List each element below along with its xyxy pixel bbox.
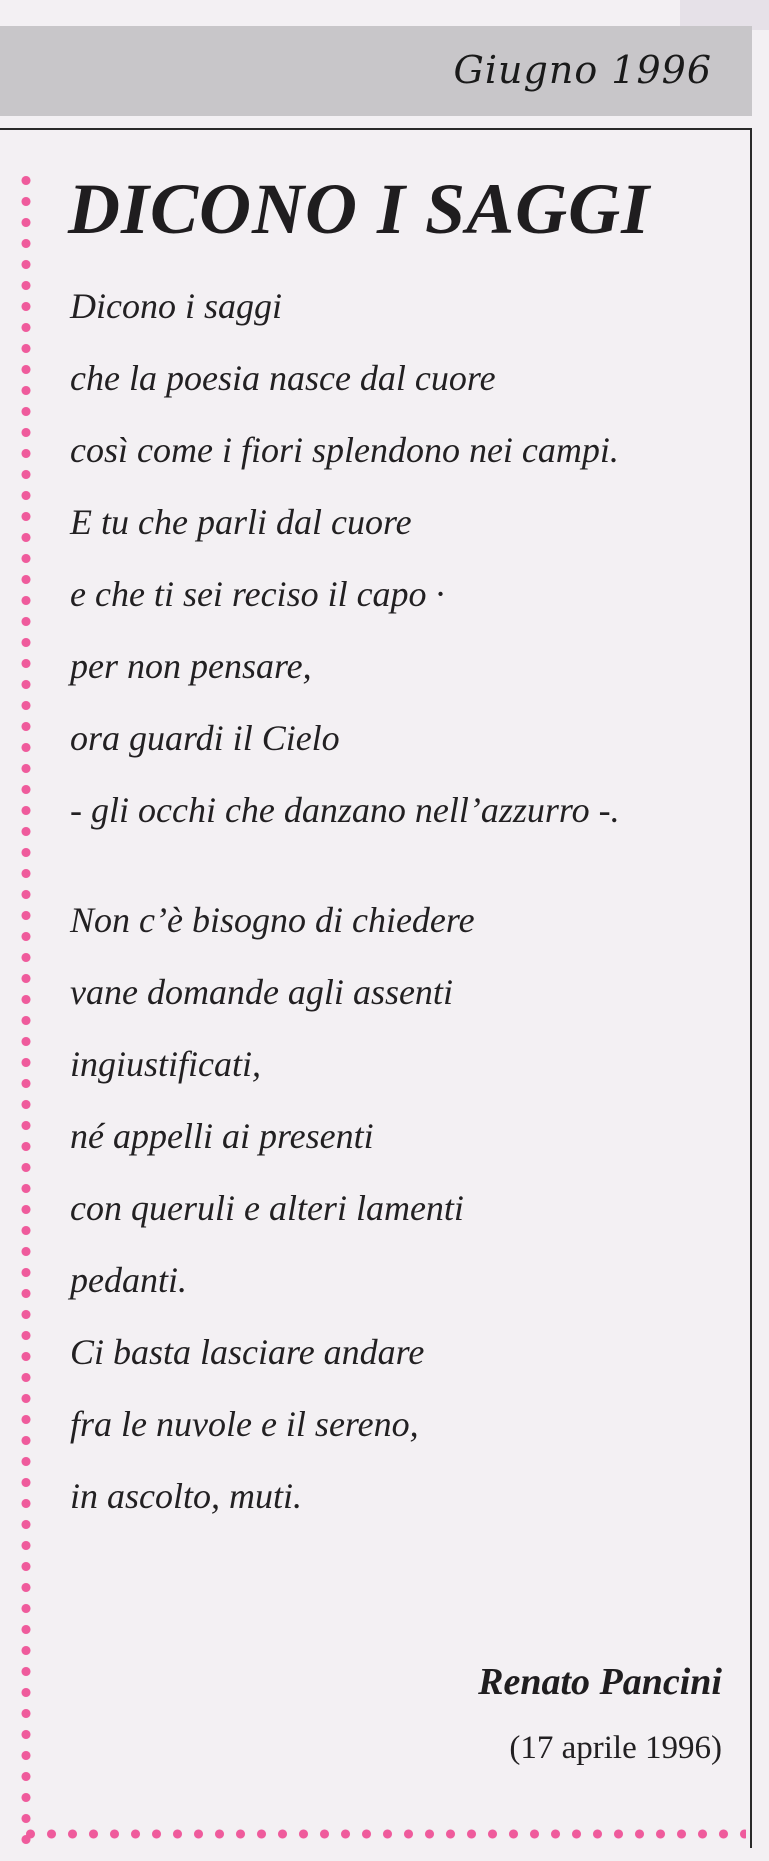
poem-line: né appelli ai presenti	[70, 1116, 374, 1156]
poem-author: Renato Pancini	[478, 1661, 722, 1703]
poem-line: fra le nuvole e il sereno,	[70, 1404, 419, 1444]
poem-line: Dicono i saggi	[70, 286, 282, 326]
poem-line: così come i fiori splendono nei campi.	[70, 430, 619, 470]
poem-line: Ci basta lasciare andare	[70, 1332, 425, 1372]
poem-title: DICONO I SAGGI	[68, 169, 651, 249]
poem-line: pedanti.	[70, 1260, 187, 1300]
dotted-border-bottom	[20, 1828, 746, 1840]
poem-date: (17 aprile 1996)	[509, 1730, 722, 1766]
poem-line: ingiustificati,	[70, 1044, 262, 1084]
poem-line: per non pensare,	[70, 646, 312, 686]
poem-line: E tu che parli dal cuore	[70, 502, 412, 542]
issue-date: Giugno 1996	[453, 48, 712, 92]
poem-line: vane domande agli assenti	[70, 972, 453, 1012]
poem-line: con queruli e alteri lamenti	[70, 1188, 464, 1228]
dotted-border-left	[20, 170, 32, 1850]
poem-line: - gli occhi che danzano nell’azzurro -.	[70, 790, 620, 830]
poem-line: Non c’è bisogno di chiedere	[70, 900, 475, 940]
poem-line: ora guardi il Cielo	[70, 718, 340, 758]
poem-line: in ascolto, muti.	[70, 1476, 302, 1516]
poem-line: che la poesia nasce dal cuore	[70, 358, 496, 398]
poem-body	[70, 270, 740, 1532]
poem-line: e che ti sei reciso il capo ·	[70, 574, 445, 614]
header-band	[0, 26, 752, 116]
